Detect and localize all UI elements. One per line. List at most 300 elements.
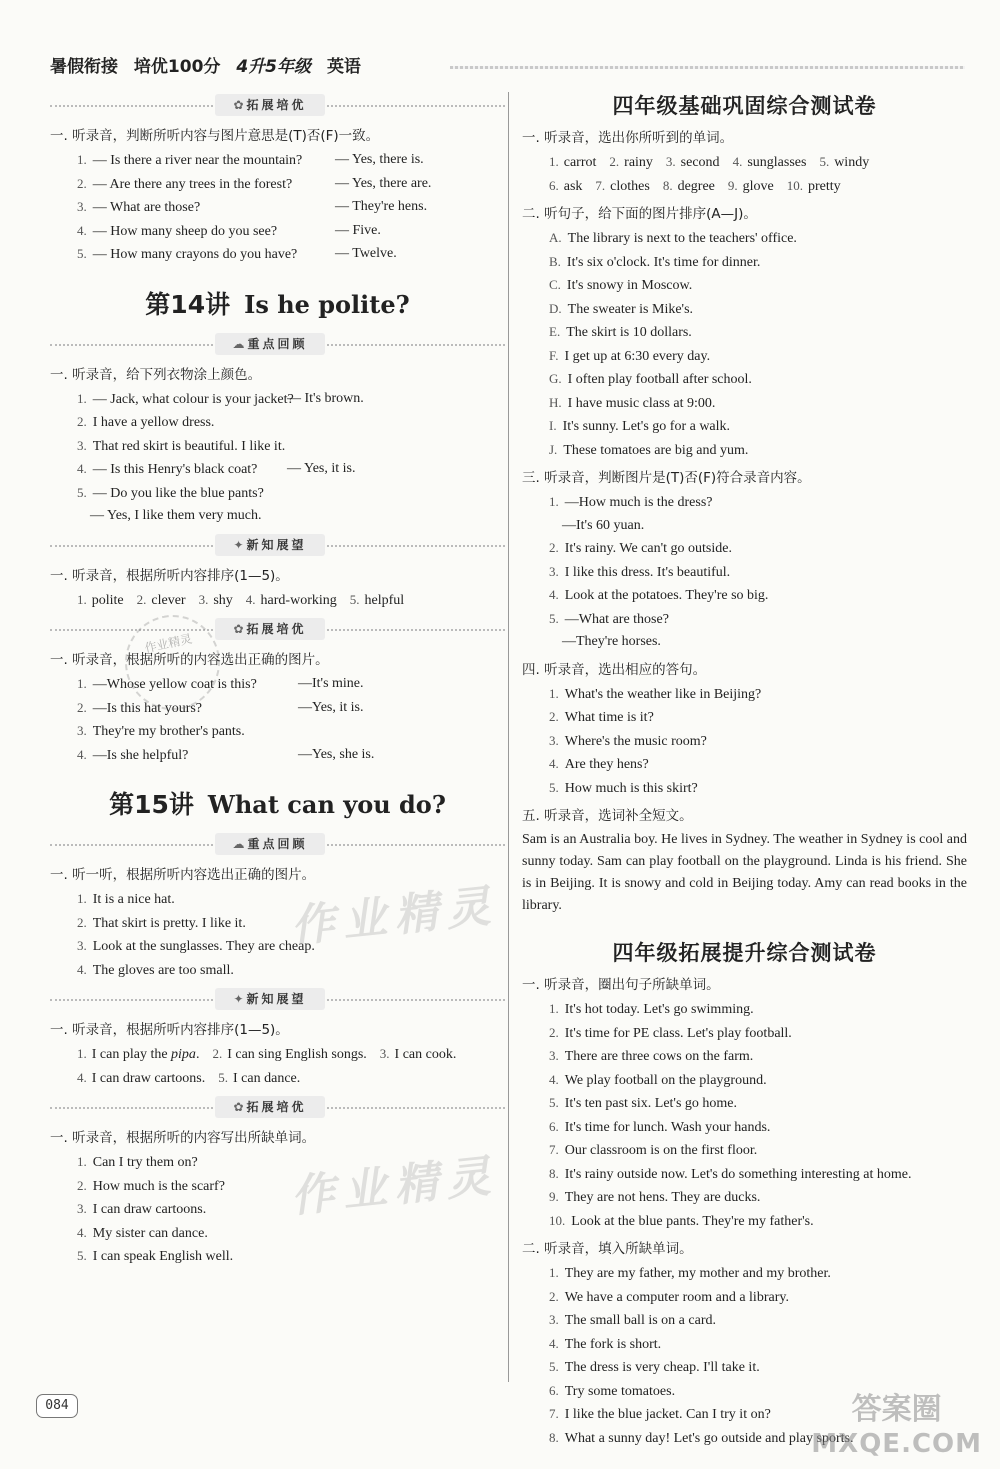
item-text: It's time for lunch. Wash your hands. xyxy=(564,1119,771,1135)
lesson-15-title: 第15讲 What can you do? xyxy=(109,790,446,819)
list-item xyxy=(50,149,505,173)
section-heading: 四. 听录音，选出相应的答句。 xyxy=(522,661,707,678)
option-row xyxy=(50,1067,505,1091)
option xyxy=(212,1047,366,1062)
list-item xyxy=(522,753,967,777)
option-number: 9. xyxy=(727,177,738,193)
list-item xyxy=(522,1163,967,1187)
list-item xyxy=(522,298,967,322)
option xyxy=(77,593,124,608)
option xyxy=(819,155,869,170)
item-number: 1. xyxy=(77,891,87,906)
item-number: 2. xyxy=(77,414,87,429)
option-text: polite xyxy=(91,592,124,608)
page-header xyxy=(50,52,965,82)
item-number: 2. xyxy=(77,699,87,715)
item-number: 4. xyxy=(549,756,559,771)
page-number: 084 xyxy=(36,1394,78,1418)
option-number: 3. xyxy=(379,1046,390,1061)
item-number: 4. xyxy=(77,222,87,238)
item-text: — How many sheep do you see? xyxy=(92,223,278,239)
item-text: Are they hens? xyxy=(564,757,649,772)
section-heading: 一. 听录音，判断所听内容与图片意思是(T)否(F)一致。 xyxy=(50,128,380,144)
option-text: helpful xyxy=(364,592,405,608)
option-text: windy xyxy=(834,155,870,170)
item-number: 4. xyxy=(549,1335,559,1351)
option-number: 10. xyxy=(786,177,803,193)
item-text: My sister can dance. xyxy=(92,1225,208,1241)
item-text: It's hot today. Let's go swimming. xyxy=(564,1002,754,1017)
item-text: It's snowy in Moscow. xyxy=(566,278,693,293)
site-logo-domain: MXQE.COM xyxy=(811,1429,982,1459)
option-text: I can cook. xyxy=(394,1047,457,1062)
item-number: I. xyxy=(549,418,557,433)
option-number: 1. xyxy=(77,1046,87,1061)
option-number: 3. xyxy=(665,154,676,169)
item-number: G. xyxy=(549,371,562,386)
option xyxy=(77,1047,199,1062)
item-text: The fork is short. xyxy=(564,1336,662,1352)
list-item xyxy=(50,482,505,506)
item-text: It is a nice hat. xyxy=(92,892,175,907)
item-text: That red skirt is beautiful. I like it. xyxy=(92,438,286,454)
section-heading: 一. 听录音，选出你所听到的单词。 xyxy=(522,130,734,146)
option-number: 2. xyxy=(136,591,147,607)
passage: Sam is an Australia boy. He lives in Sydney. The weather in Sydney is cool and sunny today. Sam can play football on the playground. Linda is his friend. She is in Beijing. It is snowy and cold in Beijing today. Amy can read books in the library. xyxy=(522,832,967,913)
item-text: They are my father, my mother and my brother. xyxy=(564,1266,831,1281)
item-text: How much is this skirt? xyxy=(564,780,698,796)
list-item xyxy=(522,515,967,538)
item-text: I have a yellow dress. xyxy=(92,415,215,430)
item-list xyxy=(522,491,967,654)
header-subtitle: 培优100分 xyxy=(133,57,221,77)
item-text: I like the blue jacket. Can I try it on? xyxy=(564,1407,771,1422)
list-item xyxy=(522,1069,967,1093)
item-number: 6. xyxy=(549,1118,559,1134)
item-number: 4. xyxy=(77,746,87,762)
item-text: It's sunny. Let's go for a walk. xyxy=(562,419,731,434)
list-item xyxy=(522,1286,967,1310)
list-item xyxy=(522,1262,967,1286)
option-number: 5. xyxy=(218,1069,229,1085)
section-heading: 一. 听录音，根据所听的内容选出正确的图片。 xyxy=(50,652,329,668)
list-item: — Yes, I like them very much. xyxy=(90,508,262,523)
item-number: 3. xyxy=(77,1201,87,1216)
item-number: 5. xyxy=(77,484,87,500)
list-item xyxy=(50,243,505,267)
item-number: 2. xyxy=(77,175,87,191)
list-item xyxy=(50,1222,505,1246)
item-answer: — They're hens. xyxy=(335,199,428,214)
section-heading: 一. 听录音，圈出句子所缺单词。 xyxy=(522,977,720,993)
item-text: —Is this hat yours? xyxy=(92,700,203,716)
option-text: pretty xyxy=(808,178,841,194)
option xyxy=(663,179,715,194)
item-text: Our classroom is on the first floor. xyxy=(564,1143,758,1158)
item-answer: — Twelve. xyxy=(335,246,397,261)
list-item xyxy=(522,561,967,585)
item-number: F. xyxy=(549,347,559,363)
item-number: 1. xyxy=(77,152,87,167)
section-heading: 一. 听一听，根据所听内容选出正确的图片。 xyxy=(50,867,316,883)
item-number: 1. xyxy=(549,1001,559,1016)
option-text: I can dance. xyxy=(233,1070,301,1086)
list-item xyxy=(50,744,505,768)
list-item xyxy=(522,631,967,654)
option-number: 6. xyxy=(549,177,559,193)
option-text: I can sing English songs. xyxy=(227,1047,367,1062)
item-text: What time is it? xyxy=(564,710,654,725)
option xyxy=(137,593,186,608)
list-item xyxy=(522,345,967,369)
item-text: These tomatoes are big and yum. xyxy=(563,442,749,458)
option-text: carrot xyxy=(563,155,597,170)
item-text: — Is this Henry's black coat? xyxy=(92,462,258,477)
item-text: Can I try them on? xyxy=(92,1155,198,1170)
item-number: 3. xyxy=(77,938,87,953)
site-logo-title: 答案圈 xyxy=(851,1392,942,1427)
option-text: . xyxy=(195,1047,200,1062)
test-2-title: 四年级拓展提升综合测试卷 xyxy=(612,941,877,965)
item-text: Look at the sunglasses. They are cheap. xyxy=(92,939,315,954)
option-text: shy xyxy=(213,592,233,608)
item-number: 2. xyxy=(549,709,559,724)
section-heading: 一. 听录音，根据所听的内容写出所缺单词。 xyxy=(50,1130,316,1146)
list-item xyxy=(50,673,505,697)
item-text: The gloves are too small. xyxy=(92,962,234,978)
item-text: It's time for PE class. Let's play football. xyxy=(564,1025,792,1041)
item-text: There are three cows on the farm. xyxy=(564,1049,754,1064)
option-text: sunglasses xyxy=(747,155,807,170)
option-number: 5. xyxy=(349,591,360,607)
option-text: I can play the xyxy=(91,1047,172,1062)
item-text: I get up at 6:30 every day. xyxy=(564,348,711,364)
item-number: H. xyxy=(549,394,562,410)
watermark-stamp: 作业精灵 xyxy=(116,606,229,719)
lesson-14-title: 第14讲 Is he polite? xyxy=(145,289,410,319)
option-text: second xyxy=(680,155,720,170)
item-list xyxy=(50,388,505,506)
item-number: 6. xyxy=(549,1382,559,1398)
item-text: — Jack, what colour is your jacket? xyxy=(92,391,294,407)
item-text: Look at the potatoes. They're so big. xyxy=(564,588,769,603)
right-column xyxy=(522,88,967,1450)
item-number: 5. xyxy=(77,246,87,261)
list-item xyxy=(522,777,967,801)
option xyxy=(595,179,649,194)
column-divider xyxy=(508,92,509,1382)
test-1-title: 四年级基础巩固综合测试卷 xyxy=(612,94,877,118)
option xyxy=(77,1071,205,1086)
option-row xyxy=(522,175,967,199)
header-subject: 英语 xyxy=(326,57,361,77)
item-answer: — Yes, there is. xyxy=(335,152,424,167)
item-text: I can speak English well. xyxy=(92,1249,234,1264)
item-number: E. xyxy=(549,324,561,339)
option-number: 4. xyxy=(77,1069,87,1085)
list-item xyxy=(50,1245,505,1269)
option-number: 8. xyxy=(662,177,673,193)
banner-preview: ✦ 新知展望 xyxy=(50,986,505,1014)
item-text: —They're horses. xyxy=(562,634,661,649)
snail-icon: ✿ xyxy=(233,622,244,636)
item-number: D. xyxy=(549,300,562,316)
item-number: 10. xyxy=(549,1212,566,1228)
list-item xyxy=(522,730,967,754)
option-number: 2. xyxy=(609,154,620,169)
option-number: 5. xyxy=(819,154,830,169)
item-text: — Are there any trees in the forest? xyxy=(92,176,293,192)
option-row xyxy=(50,1043,505,1067)
item-text: — What are those? xyxy=(92,200,201,215)
option xyxy=(549,155,596,170)
item-number: 2. xyxy=(549,1024,559,1040)
header-grade: 4升5年级 xyxy=(236,57,312,77)
item-text: The library is next to the teachers' office. xyxy=(567,231,797,246)
list-item xyxy=(50,220,505,244)
section-heading: 一. 听录音，根据所听内容排序(1—5)。 xyxy=(50,567,289,584)
item-number: 1. xyxy=(549,1265,559,1280)
item-text: The sweater is Mike's. xyxy=(567,301,694,317)
list-item xyxy=(50,173,505,197)
item-text: — Do you like the blue pants? xyxy=(92,485,264,501)
item-text: — How many crayons do you have? xyxy=(92,247,298,262)
banner-preview: ✦ 新知展望 xyxy=(50,532,505,560)
item-text: I have music class at 9:00. xyxy=(567,395,716,411)
item-number: 1. xyxy=(549,685,559,701)
ear-icon: ✦ xyxy=(233,537,244,552)
item-number: C. xyxy=(549,277,561,292)
option-text: glove xyxy=(742,178,774,194)
item-text: What's the weather like in Beijing? xyxy=(564,686,762,702)
snail-icon: ✿ xyxy=(233,1100,244,1114)
item-text: It's ten past six. Let's go home. xyxy=(564,1096,737,1111)
item-text: — Is there a river near the mountain? xyxy=(92,153,303,168)
option-number: 1. xyxy=(77,591,87,607)
item-text: How much is the scarf? xyxy=(92,1178,225,1194)
item-number: 5. xyxy=(549,1095,559,1110)
list-item xyxy=(522,1116,967,1140)
section-heading: 一. 听录音，给下列衣物涂上颜色。 xyxy=(50,366,262,383)
item-text: We have a computer room and a library. xyxy=(564,1289,789,1305)
left-column xyxy=(50,88,505,1269)
list-item xyxy=(522,1333,967,1357)
item-text: The skirt is 10 dollars. xyxy=(566,325,692,340)
list-item xyxy=(522,439,967,463)
item-answer: — Yes, it is. xyxy=(287,461,356,476)
list-item xyxy=(522,1022,967,1046)
item-number: 1. xyxy=(549,494,559,509)
item-list xyxy=(50,673,505,767)
list-item xyxy=(522,1210,967,1234)
item-text: I can draw cartoons. xyxy=(92,1202,207,1217)
item-text: I often play football after school. xyxy=(567,372,752,387)
item-text: What a sunny day! Let's go outside and play sports. xyxy=(564,1430,854,1446)
item-number: 2. xyxy=(549,1288,559,1304)
item-number: J. xyxy=(549,441,558,457)
option-number: 7. xyxy=(595,177,606,193)
list-item xyxy=(50,697,505,721)
item-text: It's six o'clock. It's time for dinner. xyxy=(566,254,761,270)
item-number: 7. xyxy=(549,1142,559,1157)
section-heading: 一. 听录音，根据所听内容排序(1—5)。 xyxy=(50,1022,289,1038)
item-number: 3. xyxy=(549,1312,559,1327)
item-text: —Whose yellow coat is this? xyxy=(92,677,257,692)
list-item xyxy=(522,368,967,392)
list-item xyxy=(522,706,967,730)
item-number: 8. xyxy=(549,1165,559,1181)
option xyxy=(609,155,653,170)
item-number: 3. xyxy=(549,732,559,748)
option-number: 2. xyxy=(212,1046,223,1061)
item-number: A. xyxy=(549,230,562,245)
option-number: 1. xyxy=(549,154,559,169)
item-answer: —Yes, it is. xyxy=(298,699,364,715)
banner-extend: ✿ 拓展培优 xyxy=(50,616,505,644)
list-item xyxy=(522,251,967,275)
item-text: Try some tomatoes. xyxy=(564,1383,676,1399)
item-number: 4. xyxy=(549,1071,559,1087)
option-number: 4. xyxy=(732,154,743,169)
item-number: 5. xyxy=(549,779,559,795)
option-number: 4. xyxy=(245,591,256,607)
section-heading: 二. 听录音，填入所缺单词。 xyxy=(522,1241,693,1257)
banner-extend: ✿ 拓展培优 xyxy=(50,92,505,120)
option xyxy=(787,179,841,194)
list-item xyxy=(522,1092,967,1116)
list-item xyxy=(50,458,505,482)
watermark-text: 作业精灵 xyxy=(288,880,501,953)
list-item xyxy=(522,392,967,416)
list-item xyxy=(522,415,967,439)
section-heading: 五. 听录音，选词补全短文。 xyxy=(522,808,693,824)
ear-icon: ✦ xyxy=(233,992,244,1006)
item-text: It's rainy outside now. Let's do something interesting at home. xyxy=(564,1166,912,1182)
section-heading: 三. 听录音，判断图片是(T)否(F)符合录音内容。 xyxy=(522,470,811,486)
header-series: 暑假衔接 xyxy=(50,57,118,77)
item-number: 1. xyxy=(77,1154,87,1169)
item-text: —It's 60 yuan. xyxy=(562,517,645,533)
list-item xyxy=(522,1045,967,1069)
item-number: 4. xyxy=(549,587,559,602)
option xyxy=(218,1071,300,1086)
cloud-icon: ☁ xyxy=(232,336,245,351)
option xyxy=(199,593,233,608)
item-list xyxy=(50,149,505,267)
item-text: That skirt is pretty. I like it. xyxy=(92,915,246,931)
list-item xyxy=(522,608,967,632)
option-number: 3. xyxy=(198,591,209,607)
item-list xyxy=(522,227,967,462)
item-text: They are not hens. They are ducks. xyxy=(564,1190,761,1205)
item-number: 7. xyxy=(549,1406,559,1421)
section-heading: 二. 听句子，给下面的图片排序(A—J)。 xyxy=(522,206,757,222)
list-item xyxy=(50,388,505,412)
banner-review: ☁ 重点回顾 xyxy=(50,831,505,859)
item-number: 5. xyxy=(549,610,559,626)
option-text: clever xyxy=(151,592,186,608)
item-text: They're my brother's pants. xyxy=(92,724,245,739)
item-text: Where's the music room? xyxy=(564,733,707,749)
item-answer: — It's brown. xyxy=(287,390,364,406)
item-number: B. xyxy=(549,253,561,269)
cloud-icon: ☁ xyxy=(232,837,245,851)
option-text: degree xyxy=(677,178,715,194)
list-item xyxy=(522,683,967,707)
item-list xyxy=(522,998,967,1233)
list-item xyxy=(522,321,967,345)
item-answer: — Yes, there are. xyxy=(335,175,432,191)
list-item xyxy=(522,1356,967,1380)
list-item xyxy=(522,1309,967,1333)
item-number: 8. xyxy=(549,1429,559,1445)
item-text: —Is she helpful? xyxy=(92,747,189,763)
item-number: 5. xyxy=(77,1248,87,1263)
option xyxy=(380,1047,457,1062)
item-answer: —Yes, she is. xyxy=(298,746,375,762)
option-row xyxy=(50,589,505,613)
item-text: It's rainy. We can't go outside. xyxy=(564,541,732,556)
item-number: 3. xyxy=(77,199,87,214)
option-row xyxy=(522,151,967,175)
item-number: 2. xyxy=(77,1177,87,1193)
snail-icon: ✿ xyxy=(233,98,244,112)
option-text: clothes xyxy=(610,178,650,194)
list-item xyxy=(522,584,967,608)
list-item xyxy=(522,274,967,298)
item-number: 3. xyxy=(549,563,559,579)
banner-extend: ✿ 拓展培优 xyxy=(50,1094,505,1122)
option xyxy=(549,179,582,194)
option-text: I can draw cartoons. xyxy=(91,1070,206,1086)
item-number: 4. xyxy=(77,961,87,977)
item-number: 4. xyxy=(77,1224,87,1240)
list-item xyxy=(50,720,505,744)
item-number: 9. xyxy=(549,1189,559,1204)
item-text: —What are those? xyxy=(564,611,669,627)
list-item xyxy=(522,998,967,1022)
item-list xyxy=(522,683,967,801)
option-text: rainy xyxy=(624,155,653,170)
option xyxy=(728,179,774,194)
list-item xyxy=(50,411,505,435)
item-number: 5. xyxy=(549,1359,559,1374)
item-text: The dress is very cheap. I'll take it. xyxy=(564,1360,760,1375)
option-emphasis: pipa xyxy=(171,1047,196,1062)
item-answer: —It's mine. xyxy=(298,676,364,691)
item-number: 4. xyxy=(77,461,87,476)
item-number: 1. xyxy=(77,676,87,691)
header-rule xyxy=(450,66,965,69)
list-item xyxy=(50,196,505,220)
item-number: 3. xyxy=(77,723,87,738)
list-item xyxy=(522,227,967,251)
list-item xyxy=(522,537,967,561)
list-item xyxy=(522,1186,967,1210)
list-item xyxy=(522,1139,967,1163)
option-text: ask xyxy=(563,178,583,194)
option xyxy=(733,155,807,170)
option xyxy=(666,155,720,170)
item-number: 1. xyxy=(77,390,87,406)
item-answer: — Five. xyxy=(335,222,381,238)
item-text: I like this dress. It's beautiful. xyxy=(564,564,731,580)
item-number: 3. xyxy=(549,1048,559,1063)
list-item xyxy=(50,435,505,459)
option-text: hard-working xyxy=(260,592,337,608)
item-number: 2. xyxy=(549,540,559,555)
item-text: We play football on the playground. xyxy=(564,1072,767,1088)
